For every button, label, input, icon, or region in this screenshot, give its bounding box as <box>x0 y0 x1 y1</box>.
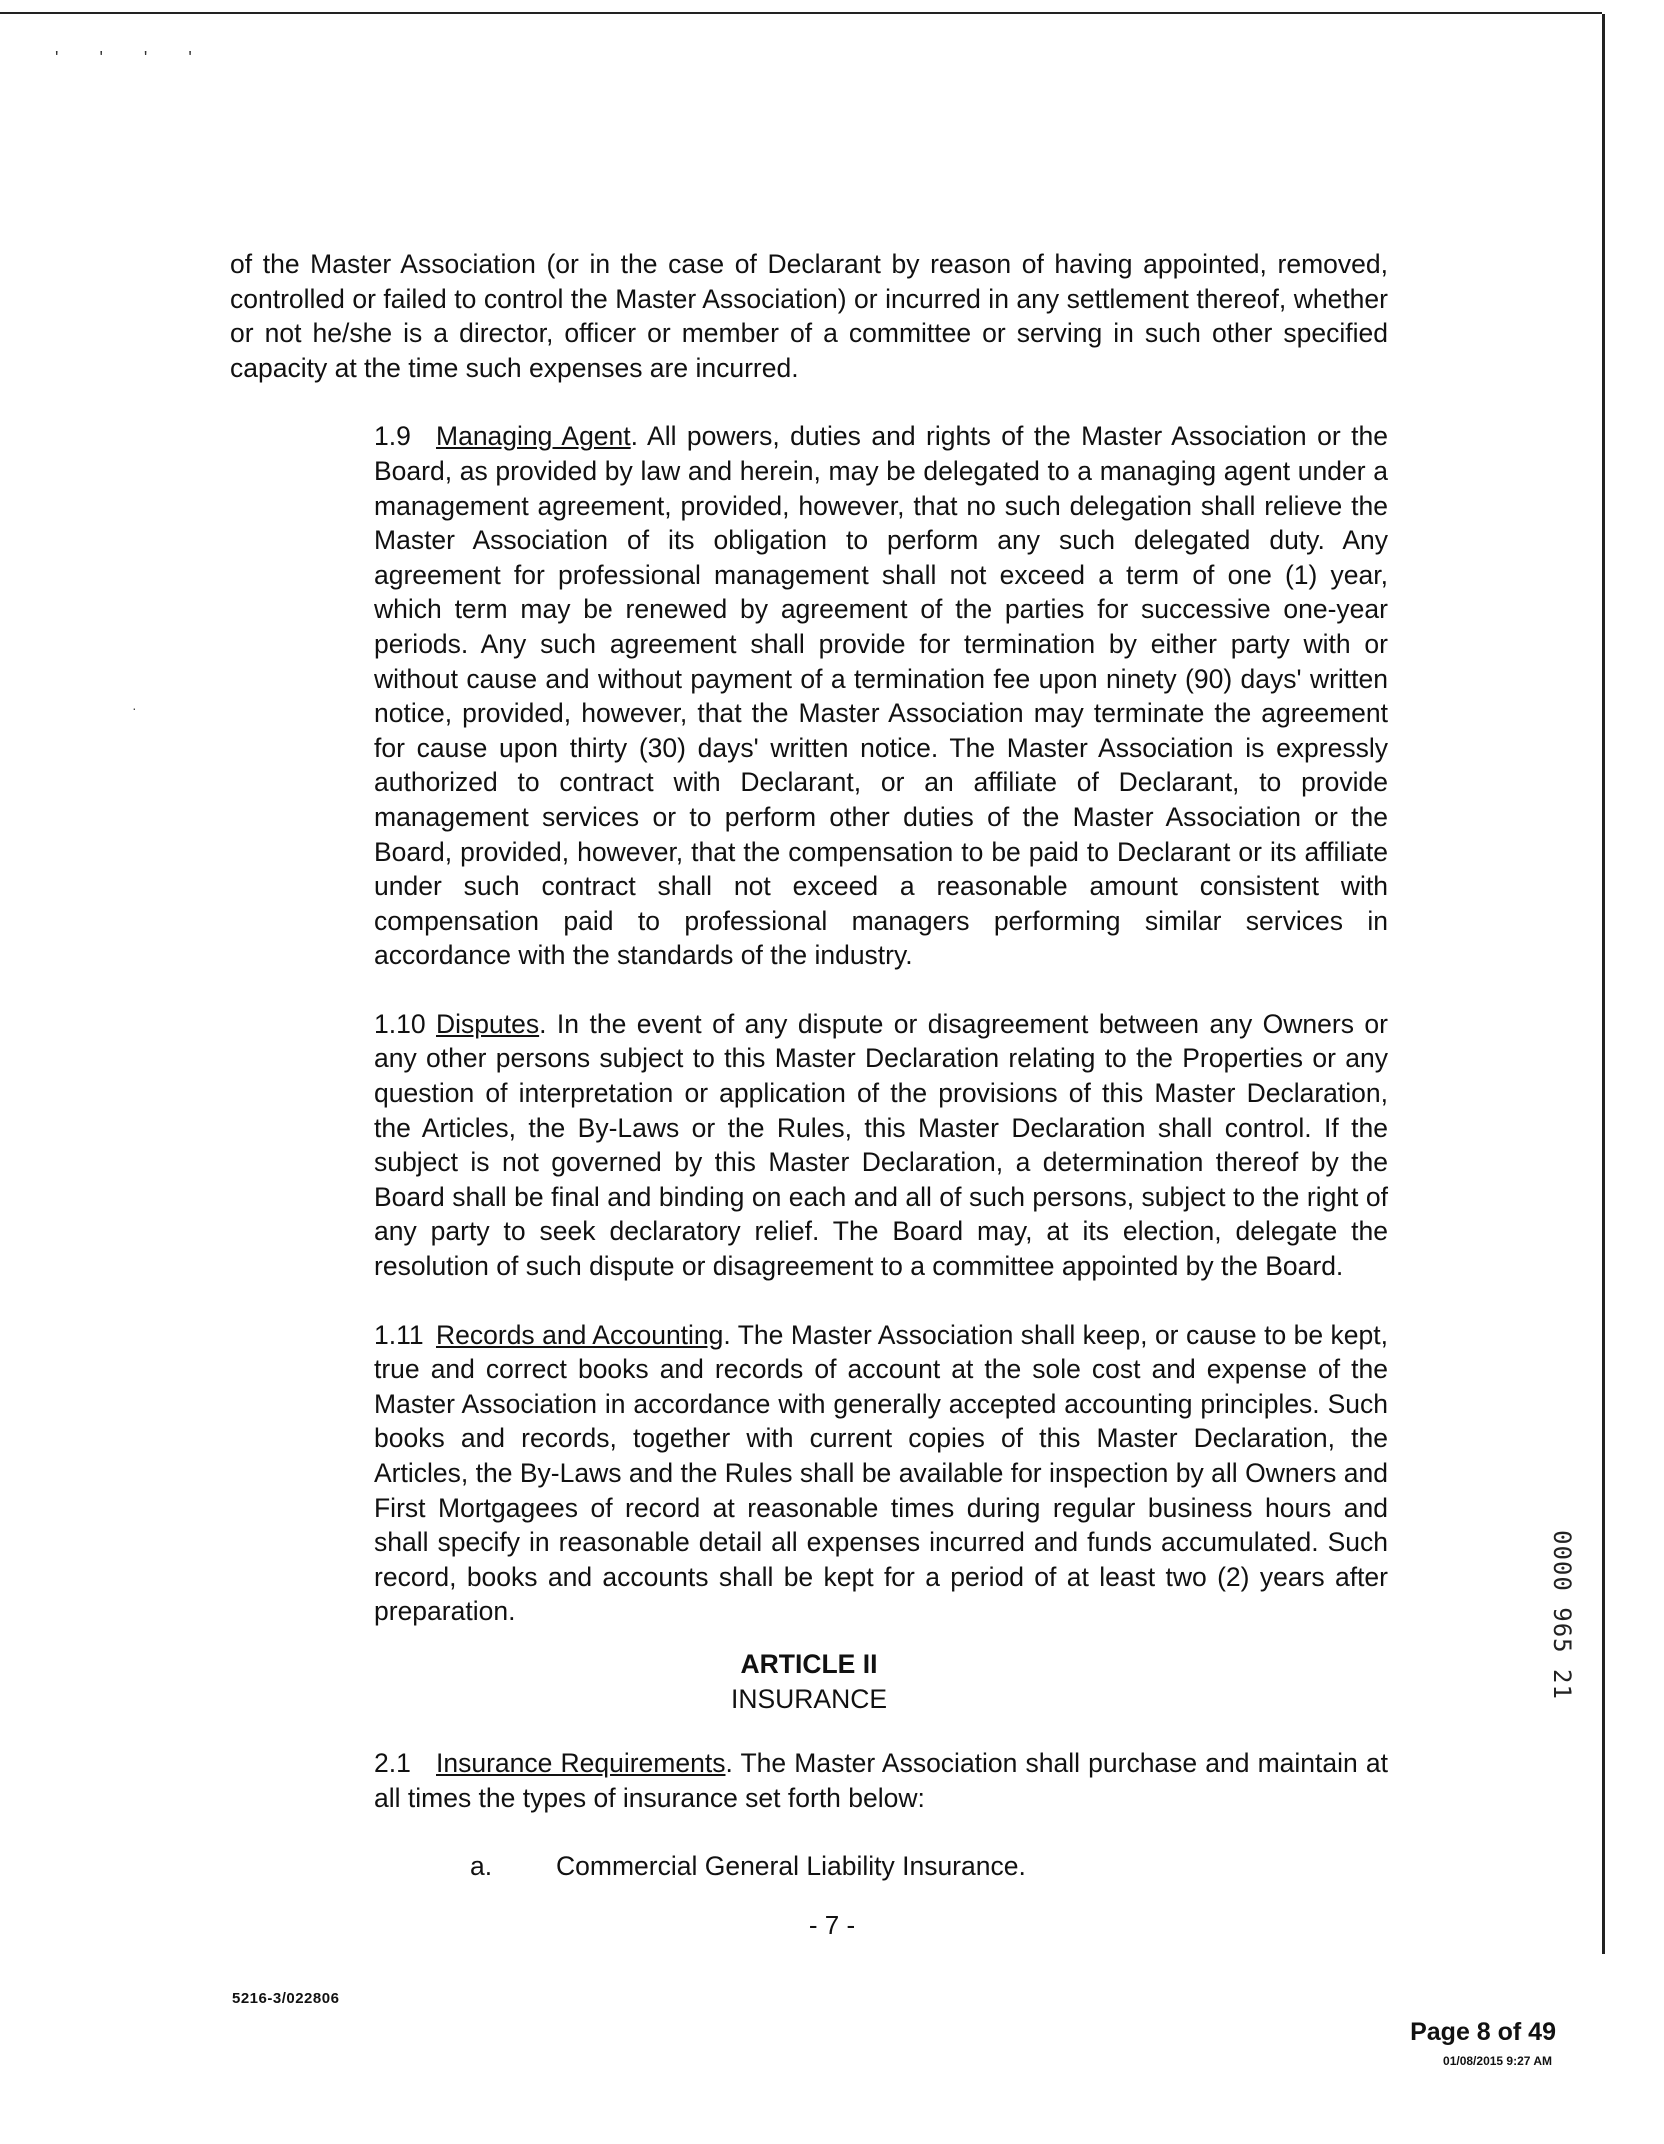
subsection-letter: a. <box>470 1851 493 1882</box>
recording-datetime: 01/08/2015 9:27 AM <box>1443 2054 1552 2068</box>
article-title: ARTICLE II <box>740 1648 878 1679</box>
section-number: 1.10 <box>374 1008 426 1039</box>
section-1-11 <box>230 1318 1388 1629</box>
section-2-1 <box>230 1746 1388 1815</box>
section-number: 2.1 <box>374 1748 411 1779</box>
document-code: 5216-3/022806 <box>232 1990 340 2007</box>
document-body <box>230 247 1388 1884</box>
recording-page-count: Page 8 of 49 <box>1410 2018 1556 2046</box>
subsection-a <box>230 1849 1388 1884</box>
top-border-line <box>0 12 1602 14</box>
scan-specks: ' ' ' ' <box>55 48 210 68</box>
section-heading: Insurance Requirements <box>436 1748 726 1779</box>
book-page-number: 0000 965 21 <box>1548 1530 1576 1700</box>
section-text: . In the event of any dispute or disagreement between any Owners or any other persons subject to this Master Declaration relating to the Properties or any question of interpretation or application of the provisions of this Master Declaration, the Articles, the By-Laws or the Rules, this Master Declaration shall control. If the subject is not governed by this Master Declaration, a determination thereof by the Board shall be final and binding on each and all of such persons, subject to the right of any party to seek declaratory relief. The Board may, at its election, delegate the resolution of such dispute or disagreement to a committee appointed by the Board. <box>374 1008 1388 1282</box>
page-number: - 7 - <box>808 1910 856 1940</box>
section-heading: Managing Agent <box>436 421 631 452</box>
section-heading: Records and Accounting <box>436 1319 724 1350</box>
subsection-text: Commercial General Liability Insurance. <box>556 1851 1026 1882</box>
article-heading <box>230 1647 1388 1716</box>
section-1-10 <box>230 1007 1388 1284</box>
section-text: . The Master Association shall keep, or cause to be kept, true and correct books and records of account at the sole cost and expense of the Master Association in accordance with generally accepted accounting principles. Such books and records, together with current copies of this Master Declaration, the Articles, the By-Laws and the Rules shall be available for inspection by all Owners and First Mortgagees of record at reasonable times during regular business hours and shall specify in reasonable detail all expenses incurred and funds accumulated. Such record, books and accounts shall be kept for a period of at least two (2) years after preparation. <box>374 1319 1388 1627</box>
right-border-line <box>1602 14 1605 1954</box>
section-text: . The Master Association shall purchase and maintain at all times the types of insurance set forth below: <box>374 1748 1388 1813</box>
section-heading: Disputes <box>436 1008 540 1039</box>
paragraph-continuation: of the Master Association (or in the case of Declarant by reason of having appointed, removed, controlled or failed to control the Master Association) or incurred in any settlement thereof, whether or not he/she is a director, officer or member of a committee or serving in such other specified capacity at the time such expenses are incurred. <box>230 249 1388 383</box>
section-number: 1.9 <box>374 421 411 452</box>
scan-speck: · <box>132 700 137 716</box>
article-subtitle: INSURANCE <box>730 1683 888 1714</box>
section-text: . All powers, duties and rights of the Master Association or the Board, as provided by law and herein, may be delegated to a managing agent under a management agreement, provided, however, that no such delegation shall relieve the Master Association of its obligation to perform any such delegated duty. Any agreement for professional management shall not exceed a term of one (1) year, which term may be renewed by agreement of the parties for successive one-year periods. Any such agreement shall provide for termination by either party with or without cause and without payment of a termination fee upon ninety (90) days' written notice, provided, however, that the Master Association may terminate the agreement for cause upon thirty (30) days' written notice. The Master Association is expressly authorized to contract with Declarant, or an affiliate of Declarant, to provide management services or to perform other duties of the Master Association or the Board, provided, however, that the compensation to be paid to Declarant or its affiliate under such contract shall not exceed a reasonable amount consistent with compensation paid to professional managers performing similar services in accordance with the standards of the industry. <box>374 421 1388 971</box>
section-1-9 <box>230 419 1388 973</box>
section-number: 1.11 <box>374 1319 424 1350</box>
